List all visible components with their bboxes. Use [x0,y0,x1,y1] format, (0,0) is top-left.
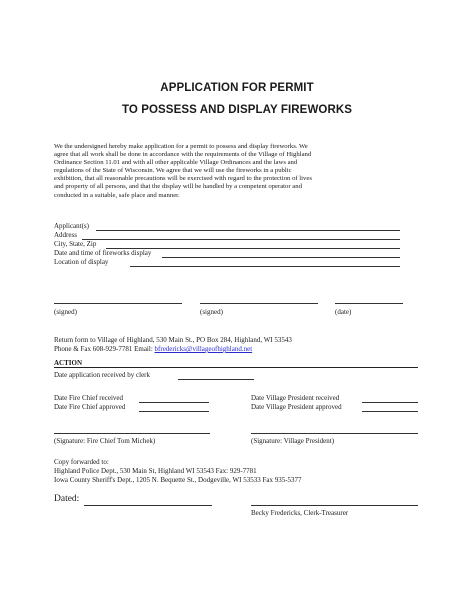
president-received-label: Date Village President received [251,394,340,402]
email-link[interactable]: bfredericks@villageofhighland.net [154,345,253,353]
president-received-field[interactable] [362,402,418,403]
title-line-2: TO POSSESS AND DISPLAY FIREWORKS [121,104,353,116]
intro-line: and property of all persons, and that the display will be handled by a competent operator and [54,183,302,191]
fire-chief-approved-field[interactable] [139,411,209,412]
title-line-1: APPLICATION FOR PERMIT [160,82,314,94]
signed-label-1: (signed) [54,308,77,316]
intro-line: Ordinance Section 11.01 and with all other applicable Village Ordinances and the laws and [54,159,298,167]
location-field[interactable] [130,266,400,267]
city-state-zip-label: City, State, Zip [54,240,97,248]
intro-line: agree that all work shall be done in accordance with the requirements of the Village of Highland [54,151,312,159]
applicant-label: Applicant(s) [54,222,89,230]
address-label: Address [54,231,77,239]
phone-fax-label: Phone & Fax 608-929-7781 Email: [54,345,155,353]
signature-line-1[interactable] [54,303,182,304]
fire-chief-received-field[interactable] [139,402,209,403]
fire-chief-received-label: Date Fire Chief received [54,394,123,402]
action-divider [54,367,418,368]
signature-line-2[interactable] [200,303,318,304]
action-heading: ACTION [54,359,83,367]
intro-line: regulations of the State of Wisconsin. We agree that we will use the fireworks in a public [54,167,292,175]
date-received-clerk-field[interactable] [178,379,254,380]
fire-chief-signature-label: (Signature: Fire Chief Tom Michek) [54,437,156,445]
contact-line [54,345,252,353]
location-label: Location of display [54,258,109,266]
dated-label: Dated: [54,494,80,504]
return-address: Return form to Village of Highland, 530 Main St., PO Box 284, Highland, WI 53543 [54,336,292,344]
address-field[interactable] [82,239,400,240]
intro-paragraph [54,143,312,200]
president-approved-field[interactable] [362,411,418,412]
copy-forwarded-label: Copy forwarded to: [54,458,109,466]
date-time-field[interactable] [162,257,400,258]
intro-line: We the undersigned hereby make application for a permit to possess and display fireworks. We [54,143,308,150]
fire-chief-signature-line[interactable] [54,433,210,434]
police-dept-line: Highland Police Dept., 530 Main St, Highland WI 53543 Fax: 929-7781 [54,467,257,475]
president-signature-label: (Signature: Village President) [251,437,335,445]
clerk-signature-line[interactable] [251,505,418,506]
date-line[interactable] [335,303,403,304]
intro-line: conducted in a suitable, safe place and manner. [54,191,180,199]
fire-chief-approved-label: Date Fire Chief approved [54,403,126,411]
clerk-name: Becky Fredericks, Clerk-Treasurer [251,509,349,517]
president-approved-label: Date Village President approved [251,403,342,411]
sheriff-dept-line: Iowa County Sheriff's Dept., 1205 N. Bequette St., Dodgeville, WI 53533 Fax 935-5377 [54,476,302,484]
date-time-label: Date and time of fireworks display [54,249,152,257]
applicant-field[interactable] [96,230,400,231]
president-signature-line[interactable] [251,433,418,434]
signed-label-2: (signed) [200,308,223,316]
intro-line: exhibition, that all reasonable precautions will be exercised with regard to the protection of lives [54,175,312,183]
date-received-clerk-label: Date application received by clerk [54,371,151,379]
date-label: (date) [335,308,352,316]
dated-field[interactable] [84,505,212,506]
